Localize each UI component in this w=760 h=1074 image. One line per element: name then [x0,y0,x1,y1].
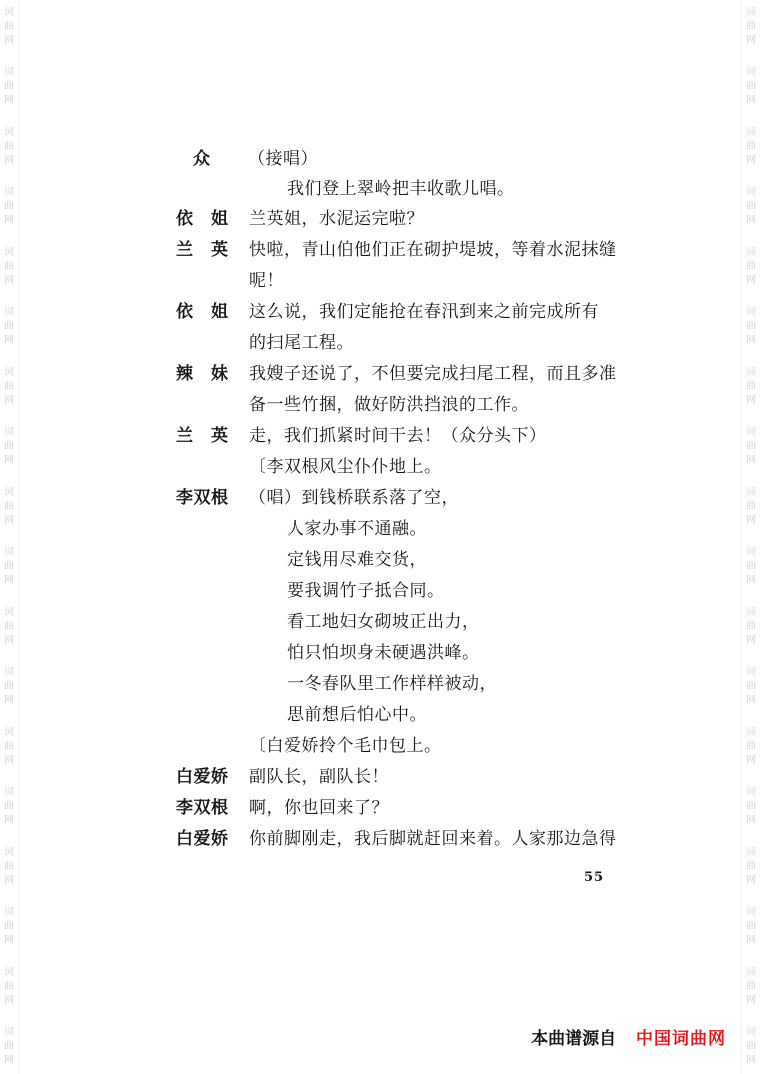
watermark-char: 词 [746,907,756,918]
watermark-char: 曲 [4,741,14,752]
watermark-char: 曲 [746,381,756,392]
watermark-char: 网 [746,815,756,826]
stage-direction: 〔李双根风尘仆仆地上。 [249,457,442,477]
dialogue-text: （接唱） [248,149,318,169]
watermark-char: 网 [4,875,14,886]
watermark-char: 曲 [746,621,756,632]
watermark-glyphs [743,126,759,168]
lyric-line: 要我调竹子抵合同。 [287,581,445,601]
watermark-char: 词 [746,1027,756,1038]
watermark-char: 曲 [4,681,14,692]
watermark-char: 词 [746,67,756,78]
lyric-line: 人家办事不通融。 [287,519,427,539]
watermark-glyphs [1,6,17,48]
watermark-char: 曲 [4,141,14,152]
watermark-char: 词 [746,7,756,18]
dialogue-text: 啊，你也回来了？ [249,798,389,818]
dialogue-text: 这么说，我们定能抢在春汛到来之前完成所有 [249,302,599,322]
lyric-line: 看工地妇女砌坡正出力， [287,612,480,632]
dialogue-text: 我嫂子还说了，不但要完成扫尾工程，而且多准 [249,364,617,384]
watermark-char: 网 [746,395,756,406]
watermark-glyphs [1,186,17,228]
watermark-char: 网 [4,695,14,706]
watermark-char: 词 [746,427,756,438]
watermark-char: 网 [746,635,756,646]
watermark-char: 网 [4,935,14,946]
watermark-char: 曲 [4,621,14,632]
watermark-glyphs [743,606,759,648]
watermark-char: 曲 [746,201,756,212]
watermark-char: 网 [746,155,756,166]
watermark-glyphs [743,66,759,108]
watermark-glyphs [743,1026,759,1068]
watermark-char: 曲 [746,861,756,872]
watermark-char: 曲 [746,981,756,992]
watermark-char: 网 [746,455,756,466]
watermark-char: 网 [746,215,756,226]
speaker-label: 依 姐 [176,209,229,229]
speaker-label: 白爱娇 [176,767,229,787]
speaker-label: 兰 英 [176,426,229,446]
watermark-glyphs [743,546,759,588]
watermark-char: 曲 [746,681,756,692]
watermark-char: 网 [746,335,756,346]
watermark-char: 曲 [4,81,14,92]
watermark-char: 词 [4,247,14,258]
watermark-char: 词 [4,7,14,18]
watermark-char: 曲 [4,381,14,392]
watermark-char: 词 [746,787,756,798]
watermark-glyphs [1,786,17,828]
watermark-glyphs [1,66,17,108]
watermark-char: 曲 [746,921,756,932]
watermark-char: 词 [4,67,14,78]
watermark-char: 网 [4,515,14,526]
dialogue-text: 快啦，青山伯他们正在砌护堤坡，等着水泥抹缝 [249,240,617,260]
watermark-glyphs [743,666,759,708]
watermark-char: 曲 [4,921,14,932]
watermark-char: 词 [4,547,14,558]
watermark-glyphs [743,426,759,468]
watermark-glyphs [743,786,759,828]
watermark-char: 网 [746,275,756,286]
watermark-char: 曲 [4,441,14,452]
watermark-char: 曲 [4,1041,14,1052]
watermark-char: 词 [4,787,14,798]
page-number: 55 [584,870,605,885]
watermark-glyphs [1,1026,17,1068]
watermark-char: 网 [4,1055,14,1066]
watermark-glyphs [1,426,17,468]
watermark-char: 曲 [4,861,14,872]
watermark-glyphs [1,246,17,288]
watermark-char: 曲 [746,21,756,32]
watermark-char: 网 [4,635,14,646]
watermark-glyphs [743,366,759,408]
right-watermark-strip [741,0,760,1074]
watermark-char: 曲 [746,141,756,152]
watermark-char: 词 [746,667,756,678]
watermark-glyphs [743,486,759,528]
source-footer [531,1024,726,1049]
watermark-char: 网 [4,95,14,106]
watermark-char: 网 [746,935,756,946]
watermark-char: 网 [4,275,14,286]
watermark-char: 曲 [746,741,756,752]
watermark-glyphs [743,966,759,1008]
speaker-label: 兰 英 [176,240,229,260]
dialogue-text: 副队长，副队长！ [249,767,389,787]
watermark-char: 词 [4,667,14,678]
watermark-glyphs [743,906,759,948]
watermark-char: 曲 [4,501,14,512]
watermark-char: 词 [746,847,756,858]
stage-direction: 〔白爱娇拎个毛巾包上。 [249,736,442,756]
dialogue-text: 兰英姐，水泥运完啦？ [249,209,424,229]
watermark-char: 词 [746,967,756,978]
watermark-char: 网 [746,95,756,106]
watermark-char: 词 [746,307,756,318]
speaker-label: 白爱娇 [176,829,229,849]
watermark-glyphs [1,366,17,408]
dialogue-text: 你前脚刚走，我后脚就赶回来着。人家那边急得 [249,829,617,849]
watermark-glyphs [1,846,17,888]
speaker-label: 众 [193,149,211,169]
watermark-char: 词 [4,307,14,318]
watermark-char: 词 [746,127,756,138]
lyric-line: 定钱用尽难交货， [287,550,427,570]
watermark-char: 词 [4,607,14,618]
watermark-char: 曲 [746,321,756,332]
watermark-glyphs [1,726,17,768]
watermark-char: 网 [4,995,14,1006]
watermark-char: 网 [4,815,14,826]
watermark-char: 曲 [746,441,756,452]
watermark-char: 曲 [746,801,756,812]
watermark-char: 网 [746,515,756,526]
watermark-char: 曲 [746,81,756,92]
watermark-char: 词 [4,847,14,858]
lyric-line: 怕只怕坝身未硬遇洪峰。 [287,643,480,663]
watermark-char: 词 [746,607,756,618]
watermark-char: 网 [4,395,14,406]
watermark-glyphs [743,246,759,288]
speaker-label: 依 姐 [176,302,229,322]
watermark-char: 词 [746,247,756,258]
watermark-glyphs [1,966,17,1008]
watermark-char: 曲 [4,21,14,32]
watermark-char: 曲 [4,981,14,992]
lyric-line: 思前想后怕心中。 [287,705,427,725]
dialogue-text: （唱）到钱桥联系落了空， [249,488,459,508]
speaker-label: 辣 妹 [176,364,229,384]
watermark-glyphs [743,186,759,228]
speaker-label: 李双根 [176,798,229,818]
watermark-char: 网 [746,995,756,1006]
watermark-char: 词 [4,967,14,978]
watermark-char: 词 [4,487,14,498]
watermark-char: 曲 [4,261,14,272]
watermark-char: 曲 [4,321,14,332]
watermark-char: 网 [4,455,14,466]
watermark-char: 网 [746,875,756,886]
watermark-char: 词 [4,367,14,378]
watermark-char: 词 [4,907,14,918]
watermark-char: 词 [746,367,756,378]
watermark-char: 网 [746,35,756,46]
watermark-glyphs [1,306,17,348]
watermark-char: 网 [4,35,14,46]
watermark-char: 词 [4,727,14,738]
watermark-char: 网 [746,755,756,766]
speaker-label: 李双根 [176,488,229,508]
watermark-char: 词 [4,427,14,438]
watermark-glyphs [1,546,17,588]
watermark-char: 网 [4,335,14,346]
watermark-glyphs [743,726,759,768]
watermark-char: 网 [4,155,14,166]
lyric-line: 一冬春队里工作样样被动， [287,674,497,694]
dialogue-text: 走，我们抓紧时间干去！（众分头下） [249,426,547,446]
watermark-glyphs [1,666,17,708]
watermark-char: 词 [746,727,756,738]
watermark-char: 网 [746,695,756,706]
watermark-char: 曲 [4,201,14,212]
dialogue-text: 呢！ [249,271,284,291]
watermark-char: 曲 [746,261,756,272]
lyric-line: 我们登上翠岭把丰收歌儿唱。 [287,179,515,199]
watermark-char: 曲 [4,561,14,572]
watermark-char: 词 [4,127,14,138]
watermark-char: 网 [4,215,14,226]
watermark-glyphs [1,486,17,528]
watermark-char: 词 [746,187,756,198]
watermark-glyphs [743,6,759,48]
site-name-link[interactable]: 中国词曲网 [636,1029,726,1049]
dialogue-text: 的扫尾工程。 [249,333,354,353]
watermark-glyphs [1,906,17,948]
watermark-char: 词 [4,187,14,198]
source-label: 本曲谱源自 [531,1029,617,1049]
watermark-char: 曲 [746,561,756,572]
watermark-glyphs [1,606,17,648]
watermark-char: 网 [4,575,14,586]
watermark-char: 曲 [746,501,756,512]
watermark-glyphs [743,846,759,888]
watermark-char: 词 [746,547,756,558]
dialogue-text: 备一些竹捆，做好防洪挡浪的工作。 [249,395,529,415]
watermark-glyphs [1,126,17,168]
watermark-char: 曲 [746,1041,756,1052]
left-watermark-strip [0,0,19,1074]
watermark-char: 网 [746,575,756,586]
watermark-char: 词 [4,1027,14,1038]
watermark-glyphs [743,306,759,348]
watermark-char: 词 [746,487,756,498]
watermark-char: 曲 [4,801,14,812]
watermark-char: 网 [746,1055,756,1066]
watermark-char: 网 [4,755,14,766]
